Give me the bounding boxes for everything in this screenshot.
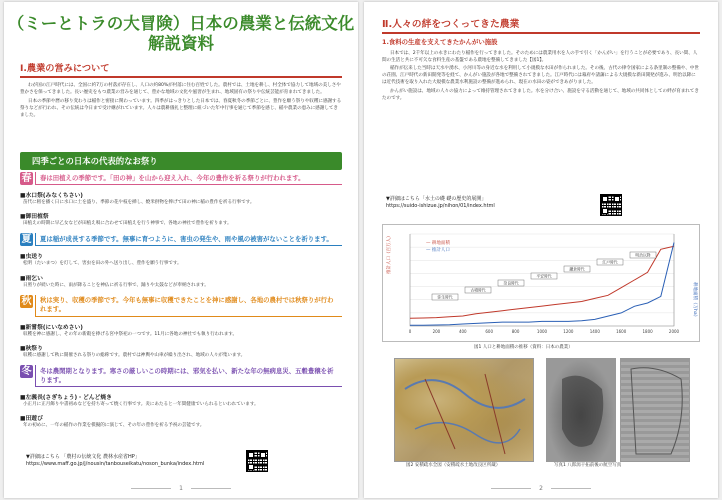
era-label: 奈良時代: [503, 280, 519, 286]
y-axis-left-label: 推計人口（百万人）: [387, 233, 392, 274]
era-label: 明治以降: [635, 252, 651, 258]
y-axis-right-label: 耕地面積（万ha）: [692, 282, 697, 320]
season-badge: 秋: [21, 295, 32, 307]
festival-name: ■御田植祭: [20, 214, 49, 221]
document-subtitle: 解説資料: [148, 34, 214, 53]
era-label: 平安時代: [536, 273, 552, 279]
festival-name: ■田遊び: [20, 416, 43, 423]
season-block: [20, 295, 342, 359]
season-headline: 春は田植えの季節です。「田の神」を山から迎え入れ、今年の豊作を祈る祭りが行われます。: [35, 172, 342, 185]
festival-description: 収穫を神に感謝し、その年の新穀を捧げる宮中祭祀の一つです。11月に各地の神社でも執り行われます。: [23, 331, 238, 337]
detail-link-url[interactable]: https://www.maff.go.jp/j/nousin/tanbouseikatu/noson_bunka/index.html: [26, 461, 205, 467]
x-tick-label: 200: [432, 329, 441, 334]
festival-name: ■雨乞い: [20, 275, 43, 282]
body-paragraph-3: かんがい施設は、地域の人々の協力によって維持管理されてきました。水を分け合い、施設を守る活動を通じて、地域の共同体としての絆が育まれてきたのです。: [382, 88, 699, 101]
detail-link-label: ▼詳細はこちら 「農村の伝統文化 農林水産省HP」: [26, 454, 140, 460]
festival-description: 松明（たいまつ）を灯して、害虫を田の外へ送り出し、豊作を願う行事です。: [23, 261, 182, 267]
qr-code-icon: [600, 194, 622, 216]
festival-description: 田植えの時期に早乙女などが田植え唄に合わせて田植えを行う神事で、各地の神社で豊作を祈ります。: [23, 221, 232, 227]
festival-description: 日照りが続いた時に、雨が降ることを神仏に祈る行事で、踊りや太鼓などが奉納されます。: [23, 282, 209, 288]
page-2: [364, 2, 718, 498]
legend-entry: — 推計人口: [426, 248, 450, 253]
x-tick-label: 1200: [563, 329, 574, 334]
festival-name: ■左義長(さぎちょう)・どんど焼き: [20, 395, 112, 402]
x-tick-label: 800: [511, 329, 520, 334]
page-1: [4, 2, 358, 498]
season-headline: 冬は農閑期となります。寒さの厳しいこの時期には、邪気を払い、新たな年の無病息災、五穀豊穣を祈ります。: [35, 365, 342, 387]
festival-name: ■秋祭り: [20, 346, 43, 353]
body-paragraph-2: 稲作が伝来した当時は天水や湧水、小河川等の身近な水を利用して小規模な水田が作られました。その後、古代の律令国家による条里制の整備や、中世の荘園、江戸時代の新田開発等を経て、かんがい施設が各地で整備されてきました。江戸時代には幕府や諸藩による大規模な新田開発が進み、明治以降には近代技術を取り入れた大規模な農業水利施設の整備が進められ、現在の水田の姿ができあがりました。: [382, 65, 699, 86]
festival-name: ■水口祭(みなくちさい): [20, 193, 83, 199]
era-label: 鎌倉時代: [569, 266, 585, 272]
season-headline: 秋は実り、収穫の季節です。今年も無事に収穫できたことを神に感謝し、各地の農村では秋祭りが行われます。: [35, 295, 342, 317]
x-tick-label: 1800: [642, 329, 653, 334]
festival-heading: 四季ごとの日本の代表的なお祭り: [20, 152, 342, 170]
section-divider: [20, 76, 342, 78]
era-label: 弥生時代: [437, 294, 453, 300]
aerial-photo-caption: 写真1 八郎潟干拓前後の航空写真: [554, 463, 622, 468]
section-heading: Ⅱ.人々の絆をつくってきた農業: [382, 19, 520, 30]
festival-name: ■虫送り: [20, 254, 43, 261]
section-heading: Ⅰ.農業の営みについて: [20, 63, 110, 74]
season-block: [20, 233, 342, 288]
x-tick-label: 1600: [616, 329, 627, 334]
aerial-photo-before: [546, 358, 616, 462]
era-label: 江戸時代: [602, 259, 618, 265]
festival-description: 小正月に正月飾りや書初めなどを持ち寄って焼く行事です。炎にあたると一年間健康でいられるといわれています。: [23, 402, 259, 408]
chart-caption: 図1 人口と耕地面積の推移（資料：日本の農業）: [474, 345, 573, 350]
x-tick-label: 400: [458, 329, 467, 334]
map-photo-caption: 図2 安積疏水全図（安積疏水土地改良区所蔵）: [406, 463, 501, 468]
body-paragraph-1: 日本では、2千年以上の永きにわたり稲作を行ってきました。そのためには農業用水を人の手で引く「かんがい」を行うことが必要であり、長い間、人間の生活と共に不可欠な食料生産の基盤である農地を整備してきました【図1】。: [382, 50, 698, 63]
population-farmland-chart: [382, 224, 700, 342]
season-block: [20, 172, 342, 227]
detail-link-label: ▼詳細はこちら「水土の礎 礎の歴史的展開」: [386, 196, 487, 202]
season-badge: 春: [21, 173, 32, 184]
season-badge: 冬: [21, 366, 32, 378]
document-title: （ミーとトラの大冒険）日本の農業と伝統文化: [7, 14, 355, 33]
season-badge: 夏: [21, 234, 32, 246]
section-divider: [382, 32, 700, 34]
page-number: 2: [364, 485, 718, 492]
sub-heading: 1.食料の生産を支えてきたかんがい施設: [382, 37, 498, 46]
x-tick-label: 0: [408, 329, 412, 334]
page-number: 1: [4, 485, 358, 492]
festival-description: 収穫に感謝して秋に開催される祭りの総称です。農村では神輿や山車が繰り出され、地域の人々が集います。: [23, 353, 246, 359]
season-headline: 夏は稲が成長する季節です。無事に育つように、害虫の発生や、雨や風の被害がないことを祈ります。: [35, 233, 342, 246]
x-tick-label: 600: [485, 329, 494, 334]
festival-name: ■新嘗祭(にいなめさい): [20, 324, 83, 331]
legend-entry: — 耕地面積: [426, 241, 450, 246]
season-list: [20, 172, 342, 436]
x-tick-label: 2000: [668, 329, 680, 334]
era-label: 古墳時代: [470, 287, 486, 293]
intro-paragraph-1: わが国の江戸時代には、全国に約7万の村落が存在し、人口の約80%が村落に住む百姓でした。農村では、土地を耕し、村全体で協力して地域の美しさや豊かさを保ってきました。長い歴史をもつ農業の営みを通じて、豊かな地域の文化や風習が生まれ、地域固有の祭りや伝統芸能が育まれてきました。: [20, 82, 341, 95]
aerial-photo-after: [620, 358, 690, 462]
map-photo: [394, 358, 534, 462]
festival-description: 年の初めに、一年の稲作の作業を模擬的に演じて、その年の豊作を祈る予祝の芸能です。: [23, 423, 205, 429]
x-tick-label: 1000: [536, 329, 548, 334]
season-block: [20, 365, 342, 429]
detail-link-url[interactable]: https://suido-ishizue.jp/nihon/01/index.html: [386, 203, 495, 209]
festival-description: 苗代に籾を播く日に水口に土を盛り、季節の花や枝を挿し、焼米供物を捧げて田の神に稲の豊作を祈る行事です。: [23, 200, 255, 205]
intro-paragraph-2: 日本の季節や暦の移り変わりは稲作と密接に関わっています。四季がはっきりとした日本では、春夏秋冬の季節ごとに、豊作を願う祭りや収穫に感謝する祭りなどが行われ、その伝統は今日まで受け継がれています。人々は農耕儀礼と整理に紐づいた年中行事を通じて季節を感じ、稲や農業の恵みに感謝してきました。: [20, 98, 342, 119]
x-tick-label: 1400: [589, 329, 600, 334]
qr-code-icon: [246, 450, 268, 472]
